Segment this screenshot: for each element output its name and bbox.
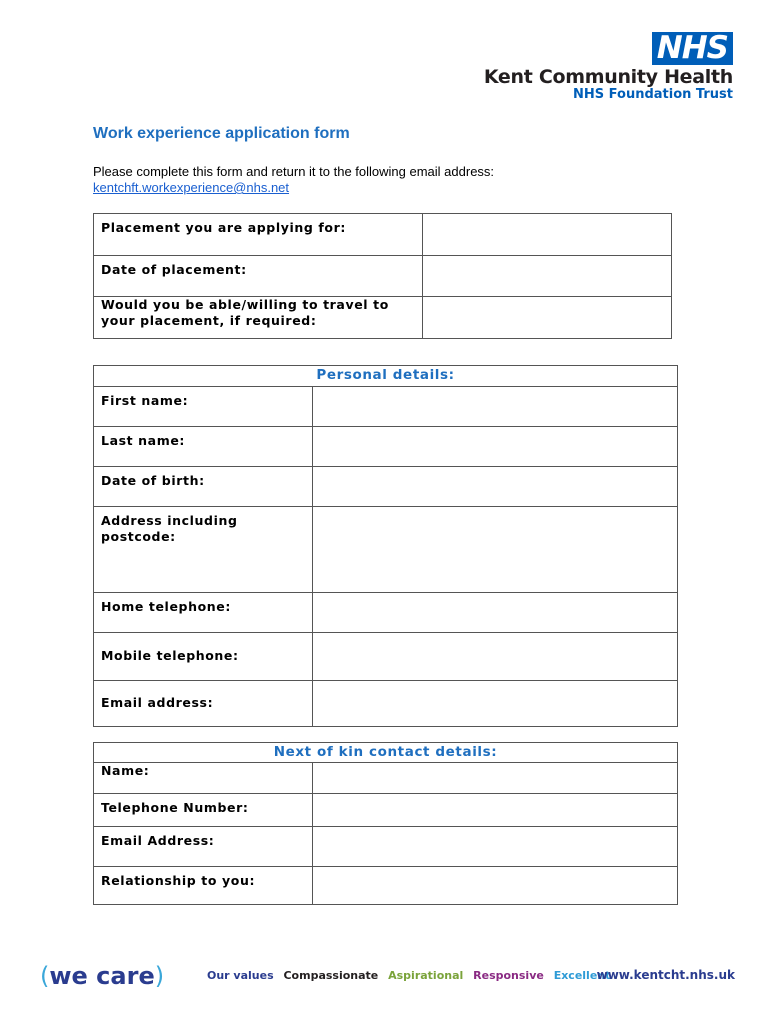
kin-name-label: Name: [94,763,313,794]
footer-url[interactable]: www.kentcht.nhs.uk [596,968,735,982]
value-responsive: Responsive [473,969,544,982]
personal-details-header: Personal details: [94,366,678,387]
home-telephone-label: Home telephone: [94,593,313,633]
placement-date-label: Date of placement: [94,256,423,297]
kin-email-field[interactable] [313,827,678,867]
footer [40,960,735,992]
mobile-telephone-field[interactable] [313,633,678,681]
form-title: Work experience application form [93,125,350,142]
we-care-close-paren: ) [154,962,165,990]
email-link[interactable]: kentchft.workexperience@nhs.net [93,180,290,195]
placement-field[interactable] [423,214,672,256]
kin-name-field[interactable] [313,763,678,794]
intro-instruction: Please complete this form and return it to the following email address: [93,164,495,179]
first-name-field[interactable] [313,387,678,427]
values-strip [207,969,616,982]
email-address-label: Email address: [94,681,313,727]
we-care-text: we care [49,962,155,990]
travel-field[interactable] [423,297,672,339]
kin-relationship-field[interactable] [313,867,678,905]
we-care-logo [40,960,164,992]
kin-email-label: Email Address: [94,827,313,867]
org-subtitle: NHS Foundation Trust [573,88,733,99]
org-name: Kent Community Health [483,66,733,88]
placement-date-field[interactable] [423,256,672,297]
next-of-kin-header: Next of kin contact details: [94,743,678,763]
kin-telephone-label: Telephone Number: [94,794,313,827]
next-of-kin-table [93,742,678,905]
kin-relationship-label: Relationship to you: [94,867,313,905]
last-name-label: Last name: [94,427,313,467]
intro-text [93,164,494,196]
first-name-label: First name: [94,387,313,427]
value-aspirational: Aspirational [388,969,464,982]
nhs-logo-box: NHS [652,32,733,65]
address-field[interactable] [313,507,678,593]
home-telephone-field[interactable] [313,593,678,633]
dob-label: Date of birth: [94,467,313,507]
nhs-logo [484,32,733,99]
mobile-telephone-label: Mobile telephone: [94,633,313,681]
email-address-field[interactable] [313,681,678,727]
value-excellent: Excellent [553,969,611,982]
we-care-open-paren: ( [40,962,50,990]
travel-label: Would you be able/willing to travel to your placement, if required: [94,297,423,339]
dob-field[interactable] [313,467,678,507]
our-values-label: Our values [207,969,274,982]
placement-label: Placement you are applying for: [94,214,423,256]
placement-table [93,213,672,339]
kin-telephone-field[interactable] [313,794,678,827]
value-compassionate: Compassionate [283,969,379,982]
address-label: Address including postcode: [94,507,313,593]
last-name-field[interactable] [313,427,678,467]
personal-details-table [93,365,678,727]
